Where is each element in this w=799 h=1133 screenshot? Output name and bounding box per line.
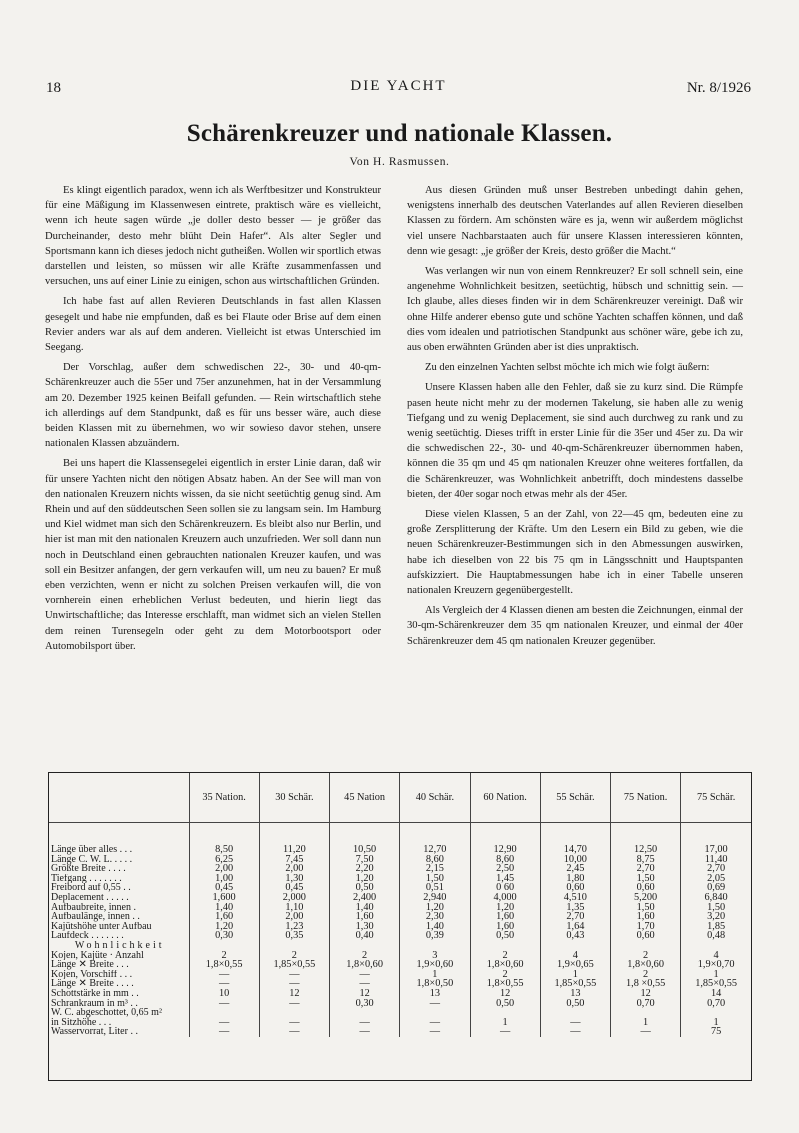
- table-cell: 0,45: [259, 883, 329, 893]
- paragraph: Aus diesen Gründen muß unser Bestreben unbedingt dahin gehen, wenigstens innerhalb des deutschen Vaterlandes auf allen Revieren dieselben Klassen zu fördern. Am schönsten wäre es ja, wenn wir außerdem möglichst viel unsere Nachbarstaaten auch für unsere Klassen interessieren könnten, denn wie gesagt: „je größer der Kreis, desto größer die Macht.“: [407, 185, 743, 257]
- table-cell: 1,50: [611, 903, 681, 913]
- table-cell: 0 60: [470, 883, 540, 893]
- table-cell: —: [259, 999, 329, 1009]
- table-cell: 1,8 ×0,55: [611, 979, 681, 989]
- article-author: Von H. Rasmussen.: [349, 156, 450, 168]
- table-cell: —: [540, 1027, 610, 1037]
- column-header: 75 Schär.: [681, 773, 751, 823]
- row-label: Länge C. W. L. . . . .: [51, 854, 133, 865]
- running-header: [46, 78, 751, 98]
- table-cell: 1,10: [259, 903, 329, 913]
- table-cell: 2: [470, 970, 540, 980]
- table-cell: 1,85: [681, 922, 751, 932]
- table-cell: 1,30: [330, 922, 400, 932]
- table-cell: 2,45: [540, 864, 610, 874]
- table-cell: 1,60: [470, 922, 540, 932]
- table-row: [49, 951, 751, 961]
- row-label: Wasservorrat, Liter . .: [51, 1027, 138, 1037]
- table-cell: —: [400, 1027, 470, 1037]
- row-label: in Sitzhöhe . . .: [51, 1017, 112, 1028]
- table-cell: 0,40: [330, 931, 400, 941]
- table-cell: 1,40: [330, 903, 400, 913]
- table-cell: 2,70: [540, 912, 610, 922]
- table-cell: 1: [681, 970, 751, 980]
- table-cell: 1,50: [400, 874, 470, 884]
- table-cell: 2: [259, 951, 329, 961]
- table-row: [49, 970, 751, 980]
- table-cell: 75: [681, 1027, 751, 1037]
- row-label: Tiefgang . . . . . . .: [51, 873, 122, 884]
- table-cell: 0,30: [189, 931, 259, 941]
- table-cell: —: [189, 1027, 259, 1037]
- table-cell: [611, 1008, 681, 1018]
- table-cell: 12,90: [470, 845, 540, 855]
- table-cell: [189, 941, 259, 951]
- table-cell: 3,20: [681, 912, 751, 922]
- table-row: [49, 855, 751, 865]
- table-cell: 6,840: [681, 893, 751, 903]
- table-cell: 1,30: [259, 874, 329, 884]
- table-cell: 2: [470, 951, 540, 961]
- table-cell: 0,50: [330, 883, 400, 893]
- table-cell: 4,510: [540, 893, 610, 903]
- table-cell: [611, 941, 681, 951]
- table-cell: 0,45: [189, 883, 259, 893]
- table-cell: —: [259, 1018, 329, 1028]
- table-cell: 0,35: [259, 931, 329, 941]
- row-label: Schottstärke in mm . .: [51, 988, 139, 999]
- table-cell: 0,50: [470, 931, 540, 941]
- table-cell: 0,50: [470, 999, 540, 1009]
- row-label: Schrankraum in m³ . .: [51, 998, 138, 1009]
- table-cell: 1,64: [540, 922, 610, 932]
- table-row: [49, 1018, 751, 1028]
- table-cell: 1,9×0,60: [400, 960, 470, 970]
- table-cell: 1,20: [189, 922, 259, 932]
- table-cell: 10,50: [330, 845, 400, 855]
- table-cell: 2,70: [611, 864, 681, 874]
- table-row: [49, 883, 751, 893]
- column-header: 45 Nation: [330, 773, 400, 823]
- table-row: [49, 931, 751, 941]
- row-label: Länge über alles . . .: [51, 845, 133, 855]
- table-cell: [330, 941, 400, 951]
- row-label: Kojen, Vorschiff . . .: [51, 969, 133, 980]
- table-cell: 8,60: [470, 855, 540, 865]
- column-header: 30 Schär.: [259, 773, 329, 823]
- table-cell: 11,40: [681, 855, 751, 865]
- left-column: [45, 183, 381, 659]
- table-cell: 13: [540, 989, 610, 999]
- table-cell: —: [189, 970, 259, 980]
- paragraph: Es klingt eigentlich paradox, wenn ich als Werftbesitzer und Konstrukteur für eine Mäßigung im Klassenwesen eintrete, praktisch wäre es vielleicht, wenn ich heute sagen würde „je doller desto besser — je größer das Durcheinander, desto mehr blüht Dein Hafer“. Als alter Segler und Sportsmann kann ich dieses jedoch nicht gutheißen. Wollen wir sportlich etwas darstellen und leisten, so müssen wir alle Kräfte zusammenfassen und versuchen, uns auf einer Linie zu einigen, schon aus wirtschaftlichen Gründen.: [45, 185, 381, 288]
- table-cell: [470, 941, 540, 951]
- table-cell: —: [259, 1027, 329, 1037]
- table-cell: 1,8×0,55: [470, 979, 540, 989]
- section-label: Wohnlichkeit: [74, 940, 165, 951]
- table-cell: 1,60: [470, 912, 540, 922]
- right-column: [407, 183, 743, 654]
- table-cell: 1: [470, 1018, 540, 1028]
- paragraph: Diese vielen Klassen, 5 an der Zahl, von 22—45 qm, bedeuten eine zu große Zersplitterung der Kräfte. Um den Lesern ein Bild zu geben, wie die neuen Schärenkreuzer-Bestimmungen sich in den Abmessungen auswirken, habe ich dieselben von 22 bis 75 qm in Längsschnitt und Hauptspanten aufskizziert. Die Hauptabmessungen habe ich in einer Tabelle unseren nationalen Kreuzern gegenübergestellt.: [407, 509, 743, 597]
- row-label: Größte Breite . . . .: [51, 864, 126, 874]
- table-cell: 3: [400, 951, 470, 961]
- table-cell: 1,9×0,65: [540, 960, 610, 970]
- table-row: [49, 912, 751, 922]
- table-row: [49, 1027, 751, 1037]
- table-cell: 1,50: [611, 874, 681, 884]
- table-cell: 1,45: [470, 874, 540, 884]
- table-row: [49, 874, 751, 884]
- paragraph: Was verlangen wir nun von einem Rennkreuzer? Er soll schnell sein, eine angenehme Wohnlichkeit besitzen, seetüchtig, hübsch und schnittig sein. — Ich glaube, alles dieses finden wir in dem Schärenkreuzer vereinigt. Daß wir ohne Hilfe anderer ebenso gute und schöne Yachten schaffen können, und daß dies vom idealen und patriotischen Standpunkt aus schöner wäre, gebe ich zu, aus oben erwähnten Gründen aber ist dies unpraktisch.: [407, 266, 743, 354]
- table-cell: [470, 1008, 540, 1018]
- table-cell: 7,45: [259, 855, 329, 865]
- table-row: [49, 960, 751, 970]
- table-cell: —: [470, 1027, 540, 1037]
- table-row: [49, 823, 751, 846]
- table-cell: 4,000: [470, 893, 540, 903]
- table-cell: 0,60: [611, 883, 681, 893]
- table-cell: 12: [611, 989, 681, 999]
- table-cell: 1,20: [470, 903, 540, 913]
- table-cell: 0,48: [681, 931, 751, 941]
- table-cell: 2,00: [259, 864, 329, 874]
- table-cell: 2,15: [400, 864, 470, 874]
- dimensions-table: [48, 772, 752, 1081]
- table-cell: 2,00: [259, 912, 329, 922]
- table-cell: 0,70: [611, 999, 681, 1009]
- table-cell: 12: [470, 989, 540, 999]
- table-cell: 1,9×0,70: [681, 960, 751, 970]
- table-cell: [259, 941, 329, 951]
- table-cell: 1,60: [189, 912, 259, 922]
- table-row: [49, 903, 751, 913]
- table-cell: 0,43: [540, 931, 610, 941]
- row-label: Kajütshöhe unter Aufbau: [51, 921, 152, 932]
- table-cell: —: [400, 1018, 470, 1028]
- table-cell: —: [189, 979, 259, 989]
- table-cell: 13: [400, 989, 470, 999]
- table-cell: 10: [189, 989, 259, 999]
- table-cell: —: [330, 979, 400, 989]
- row-label: Aufbaubreite, innen .: [51, 902, 136, 913]
- table-cell: 1,60: [611, 912, 681, 922]
- table-cell: 12,70: [400, 845, 470, 855]
- table-cell: [330, 823, 400, 846]
- table-cell: 12: [330, 989, 400, 999]
- table-cell: 6,25: [189, 855, 259, 865]
- table-row: [49, 893, 751, 903]
- table-cell: 1,35: [540, 903, 610, 913]
- table-cell: —: [400, 999, 470, 1009]
- table-cell: 1,80: [540, 874, 610, 884]
- table-cell: 2,20: [330, 864, 400, 874]
- table-cell: 1,60: [330, 912, 400, 922]
- table-cell: [259, 1008, 329, 1018]
- table-cell: [259, 823, 329, 846]
- table-cell: [189, 1008, 259, 1018]
- table-header-row: [49, 773, 751, 823]
- column-header: 75 Nation.: [611, 773, 681, 823]
- row-label: W. C. abgeschottet, 0,65 m²: [51, 1008, 162, 1018]
- table-row: [49, 979, 751, 989]
- table-cell: [400, 1008, 470, 1018]
- table-cell: 0,60: [540, 883, 610, 893]
- table-cell: 2,000: [259, 893, 329, 903]
- table-cell: 2: [330, 951, 400, 961]
- table-cell: 0,69: [681, 883, 751, 893]
- row-label: Länge ✕ Breite . . . .: [51, 979, 134, 989]
- table-cell: 14: [681, 989, 751, 999]
- row-label: Laufdeck . . . . . . .: [51, 931, 124, 941]
- row-label: Deplacement . . . . .: [51, 892, 129, 903]
- table-cell: [540, 823, 610, 846]
- column-header: 35 Nation.: [189, 773, 259, 823]
- column-header: 40 Schär.: [400, 773, 470, 823]
- table-cell: [400, 823, 470, 846]
- table-cell: 4: [681, 951, 751, 961]
- table-cell: 1,70: [611, 922, 681, 932]
- table-cell: —: [259, 979, 329, 989]
- table-row: [49, 1008, 751, 1018]
- table-cell: [681, 1008, 751, 1018]
- row-label: Aufbaulänge, innen . .: [51, 912, 140, 922]
- table-cell: 4: [540, 951, 610, 961]
- table-cell: 12: [259, 989, 329, 999]
- table-cell: 2,50: [470, 864, 540, 874]
- paragraph: Der Vorschlag, außer dem schwedischen 22-, 30- und 40-qm-Schärenkreuzer auch die 55er und 75er anzunehmen, hat in der Versammlung am 20. Dezember 1925 keinen Beifall gefunden. — Rein wirtschaftlich stehe ich allerdings auf dem Standpunkt, daß es für uns besser wäre, auch diese beiden Klassen mit zu übernehmen, wo wir sowieso davor stehen, unsere nationalen Klassen abzuändern.: [45, 362, 381, 450]
- paragraph: Ich habe fast auf allen Revieren Deutschlands in fast allen Klassen gesegelt und habe nie empfunden, daß es bei Flaute oder Brise auf dem einen Revier anders war als auf dem anderen. Vielleicht ist etwas Unterschied im Seegang.: [45, 296, 381, 354]
- table-cell: 1,85×0,55: [540, 979, 610, 989]
- table-cell: 1,85×0,55: [259, 960, 329, 970]
- table-cell: 1,00: [189, 874, 259, 884]
- table-cell: 11,20: [259, 845, 329, 855]
- table-cell: [400, 941, 470, 951]
- table-cell: 0,70: [681, 999, 751, 1009]
- paragraph: Bei uns hapert die Klassensegelei eigentlich in erster Linie daran, daß wir für unsere Yachten nicht den nötigen Absatz haben. An der See will man von den nationalen Kreuzern nichts wissen, da sie nicht seetüchtig genug sind. Am Rhein und auf den süddeutschen Seen sollen sie zu langsam sein. Im Hamburg und Kiel widmet man sich den Schärenkreuzern. Es bleibt also nur Berlin, und hier ist man mit den nationalen Kreuzern auch unzufrieden. Wer soll dann nun noch in Deutschland einen gebrauchten nationalen Kreuzer kaufen, und was soll ein Besitzer anfangen, der gern verkaufen will, um neu zu bauen? Er muß eben verzichten, wenn er nicht zu solchen Preisen verkaufen will, die von vornherein einen erheblichen Verlust bedeuten, und hierin liegt das Unwirtschaftliche; das Interesse erschlafft, man widmet sich an vielen Stellen dem reinen Turensegeln oder geht zu dem Motorbootsport oder Automobilsport über.: [45, 458, 381, 652]
- paragraph: Unsere Klassen haben alle den Fehler, daß sie zu kurz sind. Die Rümpfe pasen heute nicht mehr zu der modernen Takelung, sie haben alle zu wenig Tiefgang und zu wenig Deplacement, sie sind auch durchweg zu rank und zu wenig seetüchtig. Dieses trifft in erster Linie für die 35er und 45er zu. Da wir die schwedischen 22-, 30- und 40-qm-Schärenkreuzer übernommen haben, können die 35 qm und 45 qm nationalen Kreuzer ohne weiteres fortfallen, da die Schärenkreuzer, was Wohnlichkeit anbetrifft, doch mindestens dasselbe bieten, der 40er sogar noch etwas mehr als der 45er.: [407, 382, 743, 500]
- table-cell: [681, 823, 751, 846]
- row-label: Freibord auf 0,55 . .: [51, 883, 131, 893]
- table-cell: 2,00: [189, 864, 259, 874]
- table-cell: 0,39: [400, 931, 470, 941]
- row-label: [49, 823, 189, 846]
- table-cell: 1: [611, 1018, 681, 1028]
- table-cell: 0,51: [400, 883, 470, 893]
- table-cell: [540, 1008, 610, 1018]
- table-cell: —: [189, 1018, 259, 1028]
- table-cell: 8,60: [400, 855, 470, 865]
- section-row: [49, 941, 751, 951]
- paragraph: Zu den einzelnen Yachten selbst möchte ich mich wie folgt äußern:: [425, 362, 710, 374]
- table-cell: 2: [189, 951, 259, 961]
- table-cell: 1: [400, 970, 470, 980]
- table-cell: [681, 941, 751, 951]
- issue-number: Nr. 8/1926: [686, 80, 751, 96]
- paragraph: Als Vergleich der 4 Klassen dienen am besten die Zeichnungen, einmal der 30-qm-Schärenkreuzer dem 35 qm nationalen Kreuzer, und einmal der 40er Schärenkreuzer dem 45 qm nationalen Kreuzer gegenüber.: [407, 605, 743, 647]
- table-cell: 8,75: [611, 855, 681, 865]
- table-cell: [189, 823, 259, 846]
- table-cell: 1,85×0,55: [681, 979, 751, 989]
- table-cell: 5,200: [611, 893, 681, 903]
- table-cell: —: [330, 970, 400, 980]
- table-cell: 1: [681, 1018, 751, 1028]
- journal-name: DIE YACHT: [350, 78, 447, 94]
- table-cell: 7,50: [330, 855, 400, 865]
- table-cell: 0,50: [540, 999, 610, 1009]
- table-row: [49, 989, 751, 999]
- table-cell: 2,05: [681, 874, 751, 884]
- table-cell: [611, 823, 681, 846]
- table-cell: 14,70: [540, 845, 610, 855]
- table-cell: 17,00: [681, 845, 751, 855]
- table-cell: 2,400: [330, 893, 400, 903]
- table-cell: —: [259, 970, 329, 980]
- table-row: [49, 999, 751, 1009]
- table-cell: 2: [611, 970, 681, 980]
- table-cell: 1,20: [330, 874, 400, 884]
- table-cell: 1,23: [259, 922, 329, 932]
- column-header: 60 Nation.: [470, 773, 540, 823]
- article-title: Schärenkreuzer und nationale Klassen.: [186, 120, 613, 147]
- table-cell: 1,20: [400, 903, 470, 913]
- table-cell: [470, 823, 540, 846]
- table-cell: 1,8×0,50: [400, 979, 470, 989]
- column-header: 55 Schär.: [540, 773, 610, 823]
- table-cell: 10,00: [540, 855, 610, 865]
- table-cell: 1,8×0,55: [189, 960, 259, 970]
- table-cell: 8,50: [189, 845, 259, 855]
- table-cell: —: [189, 999, 259, 1009]
- header-blank: [49, 773, 189, 823]
- table-row: [49, 864, 751, 874]
- table-row: [49, 845, 751, 855]
- table-cell: 1,40: [400, 922, 470, 932]
- table-cell: 12,50: [611, 845, 681, 855]
- page-number: 18: [46, 80, 61, 96]
- table-cell: 1,600: [189, 893, 259, 903]
- table-cell: 2: [611, 951, 681, 961]
- table-cell: —: [540, 1018, 610, 1028]
- table-cell: [330, 1008, 400, 1018]
- table-cell: [540, 941, 610, 951]
- table-cell: 2,30: [400, 912, 470, 922]
- table-cell: 0,60: [611, 931, 681, 941]
- table-cell: 2,940: [400, 893, 470, 903]
- table-cell: —: [611, 1027, 681, 1037]
- row-label: Kojen, Kajüte · Anzahl: [51, 950, 144, 961]
- table-row: [49, 922, 751, 932]
- table-cell: 1: [540, 970, 610, 980]
- table-cell: 1,8×0,60: [330, 960, 400, 970]
- table-cell: 1,8×0,60: [611, 960, 681, 970]
- table-cell: 1,8×0,60: [470, 960, 540, 970]
- table-cell: 2,70: [681, 864, 751, 874]
- table-cell: —: [330, 1018, 400, 1028]
- table-cell: 1,50: [681, 903, 751, 913]
- table-cell: 1,40: [189, 903, 259, 913]
- row-label: Länge ✕ Breite . . .: [51, 960, 129, 970]
- table-cell: —: [330, 1027, 400, 1037]
- table-cell: 0,30: [330, 999, 400, 1009]
